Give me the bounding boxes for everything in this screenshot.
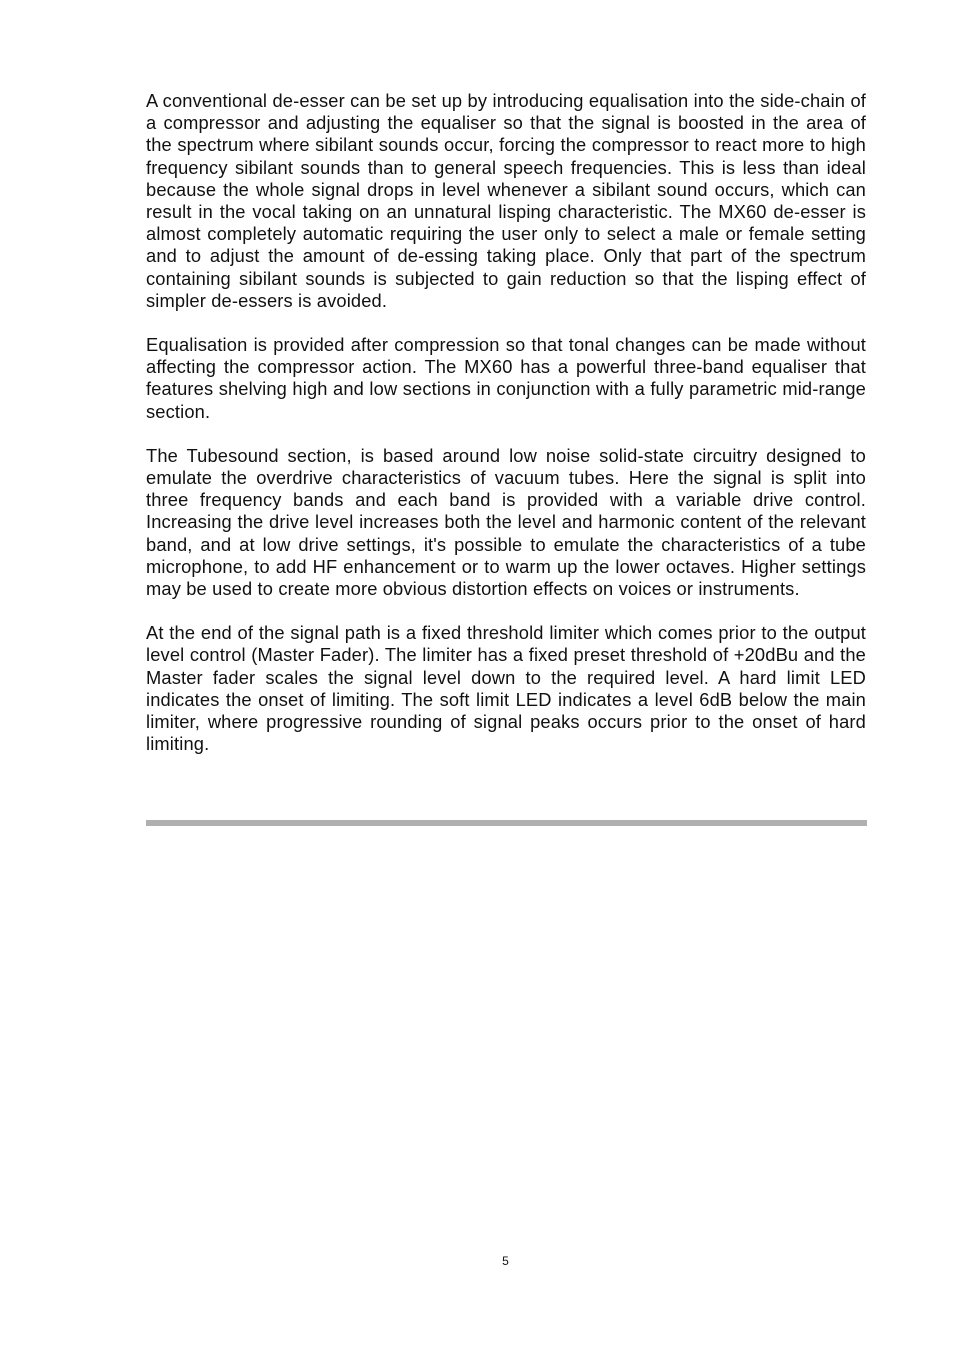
paragraph-tubesound: The Tubesound section, is based around low noise solid-state circuitry designed to emulate the overdrive characteristics of vacuum tubes. Here the signal is split into three frequency bands and each band is provided with a variable drive control. Increasing the drive level increases both the level and harmonic content of the relevant band, and at low drive settings, it's possible to emulate the characteristics of a tube microphone, to add HF enhancement or to warm up the lower octaves. Higher settings may be used to create more obvious distortion effects on voices or instruments.	[146, 444, 866, 600]
page-number: 5	[502, 1254, 509, 1268]
paragraph-limiter: At the end of the signal path is a fixed threshold limiter which comes prior to the output level control (Master Fader). The limiter has a fixed preset threshold of +20dBu and the Master fader scales the signal level down to the required level. A hard limit LED indicates the onset of limiting. The soft limit LED indicates a level 6dB below the main limiter, where progressive rounding of signal peaks occurs prior to the onset of hard limiting.	[146, 622, 866, 755]
document-body	[146, 90, 866, 777]
section-divider	[146, 820, 867, 826]
paragraph-equalisation: Equalisation is provided after compression so that tonal changes can be made without affecting the compressor action. The MX60 has a powerful three-band equaliser that features shelving high and low sections in conjunction with a fully parametric mid-range section.	[146, 334, 866, 422]
paragraph-de-esser: A conventional de-esser can be set up by introducing equalisation into the side-chain of a compressor and adjusting the equaliser so that the signal is boosted in the area of the spectrum where sibilant sounds occur, forcing the compressor to react more to high frequency sibilant sounds than to general speech frequencies. This is less than ideal because the whole signal drops in level whenever a sibilant sound occurs, which can result in the vocal taking on an unnatural lisping characteristic. The MX60 de-esser is almost completely automatic requiring the user only to select a male or female setting and to adjust the amount of de-essing taking place. Only that part of the spectrum containing sibilant sounds is subjected to gain reduction so that the lisping effect of simpler de-essers is avoided.	[146, 90, 866, 311]
